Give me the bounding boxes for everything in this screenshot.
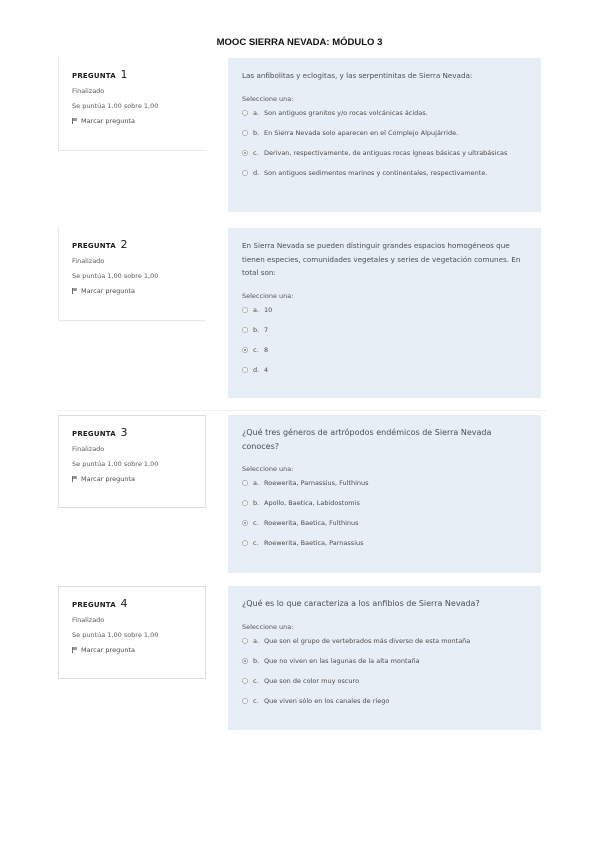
option-letter: c.: [253, 345, 259, 354]
option-text: En Sierra Nevada solo aparecen en el Complejo Alpujárride.: [264, 128, 459, 137]
radio-button[interactable]: [242, 327, 248, 333]
answer-options: [242, 478, 529, 549]
radio-button-checked[interactable]: [242, 658, 248, 664]
radio-button[interactable]: [242, 500, 248, 506]
question-number-value: 1: [120, 68, 128, 81]
radio-button[interactable]: [242, 130, 248, 136]
answer-option[interactable]: [242, 518, 529, 529]
radio-button[interactable]: [242, 480, 248, 486]
answer-option[interactable]: [242, 676, 529, 687]
option-text: Roewerita, Baetica, Fulthinus: [264, 519, 359, 527]
answer-option[interactable]: [242, 128, 529, 139]
option-letter: c.: [253, 519, 259, 527]
answer-options: [242, 636, 529, 707]
answer-prompt: Seleccione una:: [242, 291, 294, 300]
answer-option[interactable]: [242, 478, 529, 489]
question-number-value: 3: [120, 426, 128, 439]
option-text: Apollo, Baetica, Labidostomis: [264, 499, 360, 507]
option-text: Que son de color muy oscuro: [264, 676, 360, 685]
answer-prompt: Seleccione una:: [242, 94, 294, 103]
answer-option[interactable]: [242, 498, 529, 509]
radio-button[interactable]: [242, 367, 248, 373]
question-content: [228, 415, 541, 573]
flag-question-link[interactable]: [72, 646, 205, 654]
question-text: ¿Qué tres géneros de artrópodos endémicos de Sierra Nevada conoces?: [242, 428, 492, 451]
radio-button[interactable]: [242, 678, 248, 684]
radio-button-checked[interactable]: [242, 150, 248, 156]
radio-button[interactable]: [242, 307, 248, 313]
question-content: [228, 586, 541, 730]
option-letter: a.: [253, 305, 260, 314]
question-info: [58, 415, 206, 508]
option-letter: b.: [253, 128, 260, 137]
option-text: Son antiguos sedimentos marinos y continentales, respectivamente.: [264, 168, 488, 177]
answer-options: [242, 108, 529, 179]
flag-icon: [72, 647, 78, 653]
page-title: MOOC SIERRA NEVADA: MÓDULO 3: [216, 37, 383, 48]
answer-option[interactable]: [242, 345, 529, 356]
answer-option[interactable]: [242, 636, 529, 647]
question-grade: Se puntúa 1,00 sobre 1,00: [72, 631, 159, 639]
question-text: En Sierra Nevada se pueden distinguir grandes espacios homogéneos que tienen especies, comunidades vegetales y series de vegetación comunes. En total son:: [242, 241, 521, 277]
answer-option[interactable]: [242, 168, 529, 179]
question-grade: Se puntúa 1,00 sobre 1,00: [72, 272, 159, 280]
flag-question-link[interactable]: [72, 475, 205, 483]
option-text: Son antiguos granitos y/o rocas volcánicas ácidas.: [264, 108, 428, 117]
question-content: [228, 228, 541, 398]
answer-option[interactable]: [242, 696, 529, 707]
question-grade: Se puntúa 1,00 sobre 1,00: [72, 102, 159, 110]
question-state: Finalizado: [72, 616, 105, 624]
answer-options: [242, 305, 529, 376]
question-content: [228, 58, 541, 212]
option-letter: d.: [253, 365, 260, 374]
answer-prompt: Seleccione una:: [242, 622, 294, 631]
question-state: Finalizado: [72, 445, 105, 453]
question-number: [72, 597, 205, 610]
flag-question-link[interactable]: [72, 117, 206, 125]
option-letter: a.: [253, 108, 260, 117]
flag-icon: [72, 118, 78, 124]
answer-option[interactable]: [242, 538, 529, 549]
question-state: Finalizado: [72, 257, 105, 265]
question-label: PREGUNTA: [72, 242, 116, 250]
option-letter: c.: [253, 676, 259, 685]
question-grade: Se puntúa 1,00 sobre 1,00: [72, 460, 159, 468]
question-number-value: 2: [120, 238, 128, 251]
option-letter: c.: [253, 148, 259, 157]
radio-button[interactable]: [242, 698, 248, 704]
answer-option[interactable]: [242, 656, 529, 667]
answer-option[interactable]: [242, 325, 529, 336]
option-text: Que no viven en las lagunas de la alta montaña: [264, 656, 420, 665]
option-letter: b.: [253, 325, 260, 334]
option-text: 10: [264, 305, 273, 314]
question-info: [58, 586, 206, 679]
option-text: Roewerita, Baetica, Parnassius: [264, 539, 364, 547]
answer-option[interactable]: [242, 305, 529, 316]
flag-question-link[interactable]: [72, 287, 206, 295]
flag-label: Marcar pregunta: [81, 117, 135, 125]
question-number: [72, 68, 206, 81]
question-number-value: 4: [120, 597, 128, 610]
option-letter: b.: [253, 656, 260, 665]
radio-button-checked[interactable]: [242, 347, 248, 353]
flag-icon: [72, 476, 78, 482]
question-info: [58, 228, 206, 321]
section-divider: [56, 410, 546, 411]
flag-label: Marcar pregunta: [81, 475, 135, 483]
question-label: PREGUNTA: [72, 72, 116, 80]
option-text: Derivan, respectivamente, de antiguas rocas ígneas básicas y ultrabásicas: [264, 148, 508, 157]
option-letter: c.: [253, 696, 259, 705]
option-text: Que viven sólo en los canales de riego: [264, 696, 390, 705]
option-text: 7: [264, 325, 269, 334]
radio-button[interactable]: [242, 540, 248, 546]
question-text: ¿Qué es lo que caracteriza a los anfibios de Sierra Nevada?: [242, 599, 480, 608]
option-letter: d.: [253, 168, 260, 177]
answer-option[interactable]: [242, 108, 529, 119]
question-label: PREGUNTA: [72, 601, 116, 609]
radio-button[interactable]: [242, 110, 248, 116]
question-number: [72, 426, 205, 439]
option-letter: a.: [253, 479, 260, 487]
option-text: 4: [264, 365, 269, 374]
question-text: Las anfibolitas y eclogitas, y las serpentinitas de Sierra Nevada:: [242, 71, 473, 80]
option-text: 8: [264, 345, 269, 354]
option-letter: b.: [253, 499, 260, 507]
option-text: Que son el grupo de vertebrados más diverso de esta montaña: [264, 636, 471, 645]
question-number: [72, 238, 206, 251]
question-info: [58, 58, 206, 151]
question-label: PREGUNTA: [72, 430, 116, 438]
radio-button-checked[interactable]: [242, 520, 248, 526]
option-letter: c.: [253, 539, 259, 547]
option-text: Roewerita, Parnassius, Fulthinus: [264, 479, 369, 487]
question-state: Finalizado: [72, 87, 105, 95]
answer-option[interactable]: [242, 365, 529, 376]
radio-button[interactable]: [242, 170, 248, 176]
answer-prompt: Seleccione una:: [242, 465, 294, 473]
option-letter: a.: [253, 636, 260, 645]
radio-button[interactable]: [242, 638, 248, 644]
flag-label: Marcar pregunta: [81, 646, 135, 654]
flag-label: Marcar pregunta: [81, 287, 135, 295]
flag-icon: [72, 288, 78, 294]
answer-option[interactable]: [242, 148, 529, 159]
